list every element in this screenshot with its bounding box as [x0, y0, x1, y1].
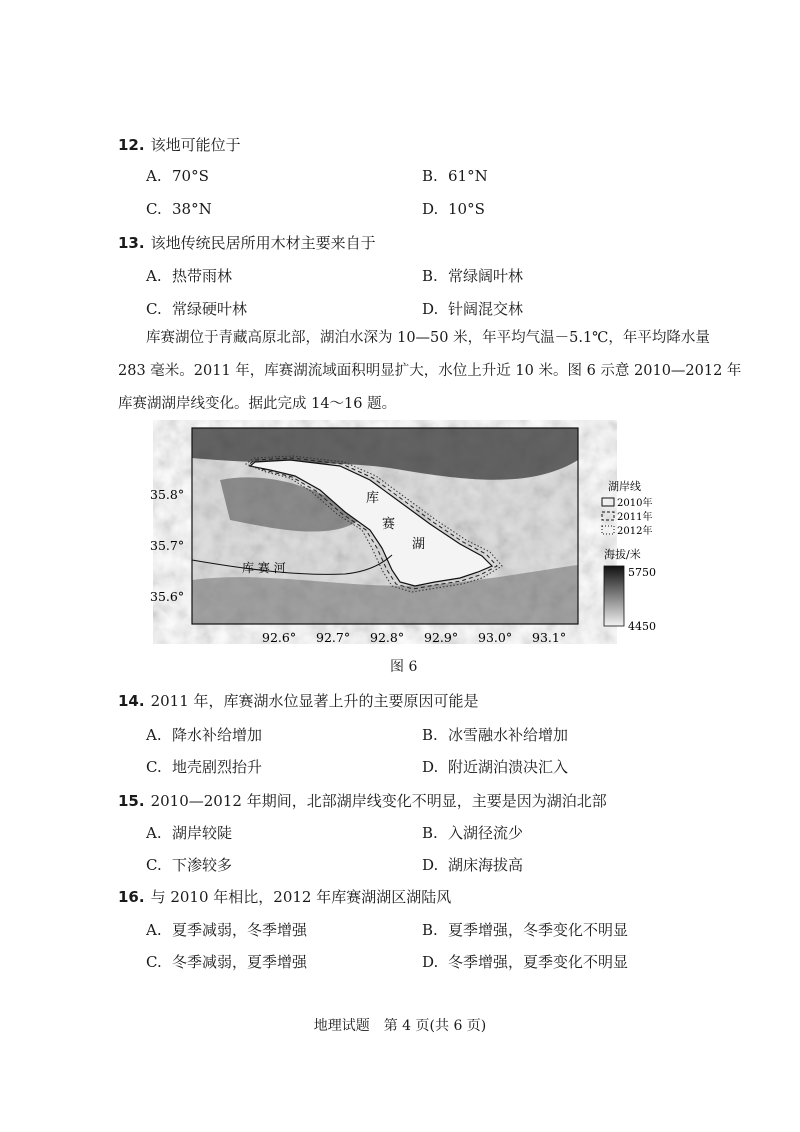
option-a: A. 降水补给增加 — [146, 726, 263, 744]
figure-caption: 图 6 — [390, 659, 418, 675]
elevation-scale — [604, 566, 624, 626]
elevation-min: 4450 — [628, 620, 656, 633]
lat-label: 35.6° — [150, 589, 185, 604]
question-number: 14. — [118, 692, 145, 710]
lake-map-figure — [130, 420, 690, 645]
option-d: D. 附近湖泊溃决汇入 — [422, 758, 569, 776]
option-a: A. 热带雨林 — [146, 267, 233, 285]
elevation-title: 海拔/米 — [604, 548, 641, 561]
option-c: C. 冬季减弱，夏季增强 — [146, 953, 308, 971]
option-d: D. 针阔混交林 — [422, 300, 524, 318]
option-c: C. 常绿硬叶林 — [146, 300, 248, 318]
passage-line: 库赛湖位于青藏高原北部，湖泊水深为 10—50 米，年平均气温－5.1℃，年平均降水量 — [146, 330, 710, 346]
question-16 — [118, 886, 451, 907]
passage-line: 283 毫米。2011 年，库赛湖流域面积明显扩大，水位上升近 10 米。图 6 示意 2010—2012 年 — [118, 363, 742, 379]
option-b: B. 入湖径流少 — [422, 824, 524, 842]
lon-label: 92.7° — [316, 630, 351, 645]
lat-label: 35.7° — [150, 538, 185, 553]
option-c: C. 地壳剧烈抬升 — [146, 758, 263, 776]
option-a: A. 夏季减弱，冬季增强 — [146, 921, 308, 939]
question-15 — [118, 790, 607, 811]
question-stem: 该地可能位于 — [150, 136, 241, 154]
river-label: 库 赛 河 — [242, 561, 286, 575]
question-stem: 与 2010 年相比，2012 年库赛湖湖区湖陆风 — [150, 888, 452, 906]
legend-item-2012: 2012年 — [617, 526, 653, 537]
lon-label: 93.0° — [478, 630, 513, 645]
question-stem: 2010—2012 年期间，北部湖岸线变化不明显，主要是因为湖泊北部 — [150, 792, 607, 810]
question-number: 12. — [118, 136, 145, 154]
legend — [602, 479, 656, 633]
lon-label: 92.6° — [262, 630, 297, 645]
question-13 — [118, 232, 376, 253]
lat-label: 35.8° — [150, 487, 185, 502]
page-footer: 地理试题 第 4 页(共 6 页) — [313, 1018, 487, 1034]
question-14 — [118, 690, 479, 711]
question-number: 13. — [118, 234, 145, 252]
option-c: C. 38°N — [146, 200, 212, 218]
lon-label: 93.1° — [532, 630, 567, 645]
passage — [118, 322, 742, 421]
lake-label-char: 库 — [366, 491, 380, 506]
option-d: D. 10°S — [422, 200, 485, 218]
lake-label-char: 赛 — [382, 517, 396, 532]
option-b: B. 夏季增强，冬季变化不明显 — [422, 921, 629, 939]
legend-item-2011: 2011年 — [617, 512, 653, 523]
lake-label-char: 湖 — [412, 537, 426, 552]
question-number: 15. — [118, 792, 145, 810]
lon-label: 92.8° — [370, 630, 405, 645]
legend-item-2010: 2010年 — [617, 498, 653, 509]
question-stem: 该地传统民居所用木材主要来自于 — [150, 234, 376, 252]
option-a: A. 70°S — [146, 167, 209, 185]
elevation-max: 5750 — [628, 566, 656, 579]
option-b: B. 冰雪融水补给增加 — [422, 726, 569, 744]
question-number: 16. — [118, 888, 145, 906]
passage-line: 库赛湖湖岸线变化。据此完成 14～16 题。 — [118, 396, 397, 412]
option-b: B. 61°N — [422, 167, 488, 185]
option-d: D. 湖床海拔高 — [422, 856, 524, 874]
question-12 — [118, 134, 241, 155]
option-c: C. 下渗较多 — [146, 856, 233, 874]
lon-label: 92.9° — [424, 630, 459, 645]
option-d: D. 冬季增强，夏季变化不明显 — [422, 953, 629, 971]
legend-title: 湖岸线 — [608, 480, 641, 493]
option-a: A. 湖岸较陡 — [146, 824, 233, 842]
question-stem: 2011 年，库赛湖水位显著上升的主要原因可能是 — [150, 692, 479, 710]
option-b: B. 常绿阔叶林 — [422, 267, 524, 285]
